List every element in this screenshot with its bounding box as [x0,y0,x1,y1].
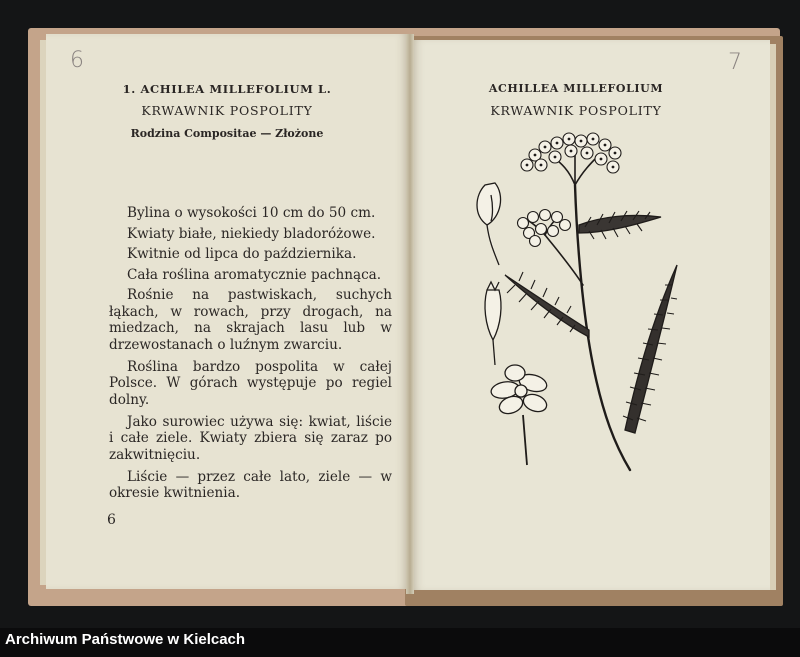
paragraph: Bylina o wysokości 10 cm do 50 cm. [127,205,376,221]
page-number: 6 [107,512,116,528]
paragraph: Jako surowiec używa się: kwiat, liście i całe ziele. Kwiaty zbiera się zaraz po zakwitnięciu. [109,413,392,463]
paragraph: Kwiaty białe, niekiedy bladoróżowe. [127,225,376,242]
description-text [109,205,392,507]
yarrow-plant-illustration [465,125,690,475]
left-pencil-number: 6 [70,48,84,73]
paragraph: Roślina bardzo pospolita w całej Polsce. W górach występuje po regiel dolny. [109,358,392,408]
left-page-edge [40,40,46,585]
left-heading-latin: 1. ACHILEA MILLEFOLIUM L. [122,82,332,96]
paragraph: Rośnie na pastwiskach, suchych łąkach, w rowach, przy drogach, na miedzach, na skrajach lasu lub w drzewostanach o luźnym zwarciu. [109,287,392,353]
right-page-edge [770,44,776,590]
right-heading-polish: KRWAWNIK POSPOLITY [490,103,662,118]
paragraph: Liście — przez całe lato, ziele — w okresie kwitnienia. [109,468,392,501]
paragraph: Kwitnie od lipca do października. [127,246,357,262]
family-line: Rodzina Compositae — Złożone [130,127,324,140]
right-heading-latin: ACHILLEA MILLEFOLIUM [488,82,664,95]
left-heading-polish: KRWAWNIK POSPOLITY [141,103,313,118]
paragraph: Cała roślina aromatycznie pachnąca. [127,266,382,283]
archive-caption: Archiwum Państwowe w Kielcach [5,631,246,648]
book-gutter [406,34,414,594]
right-pencil-number: 7 [728,50,742,75]
